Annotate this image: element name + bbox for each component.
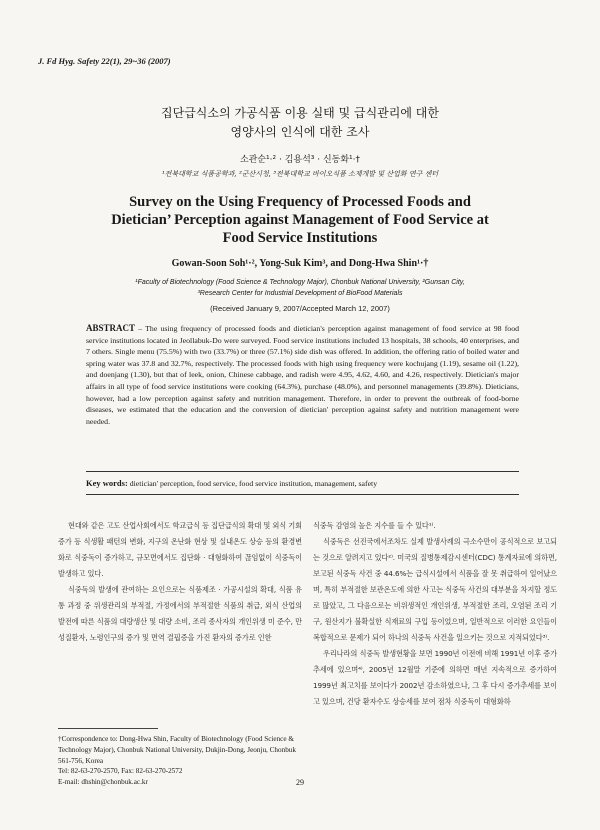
- english-title-line-1: Survey on the Using Frequency of Processed Foods and: [129, 194, 471, 210]
- received-dates: (Received January 9, 2007/Accepted March 12, 2007): [210, 304, 390, 313]
- journal-header: J. Fd Hyg. Safety 22(1), 29~36 (2007): [38, 56, 171, 66]
- footnote-divider: [58, 728, 158, 729]
- footnote-line: †Correspondence to: Dong-Hwa Shin, Faculty of Biotechnology (Food Science & Technology Major), Chonbuk National University, Dukjin-Dong, Jeonju, Chonbuk 561-756, Korea: [58, 735, 296, 765]
- english-title-line-2: Dietician’ Perception against Management of Food Service at: [111, 212, 489, 228]
- english-authors: Gowan-Soon Soh¹·², Yong-Suk Kim³, and Dong-Hwa Shin¹·†: [171, 258, 429, 269]
- footnote-line: Tel: 82-63-270-2570, Fax: 82-63-270-2572: [58, 767, 183, 776]
- korean-authors: 소관순¹·² · 김용석³ · 신동화¹·†: [239, 155, 361, 165]
- abstract: [86, 323, 519, 427]
- korean-title: [0, 104, 600, 142]
- affiliation-line-2: ³Research Center for Industrial Development of BioFood Materials: [197, 290, 403, 297]
- paragraph: 식중독 감염의 높은 지수를 들 수 있다¹⁾.: [313, 521, 436, 530]
- korean-title-line-1: 집단급식소의 가공식품 이용 실태 및 급식관리에 대한: [161, 106, 439, 120]
- affiliation-line-1: ¹Faculty of Biotechnology (Food Science & Technology Major), Chonbuk National University, ²Gunsan City,: [135, 279, 465, 286]
- paragraph: 식중독의 발생에 관여하는 요인으로는 식품제조 · 가공시설의 확대, 식품 유통 과정 중 위생관리의 부적절, 가정에서의 부적절한 식품의 취급, 외식 산업의 발전에 따른 식품의 대량생산 및 대량 소비, 조리 종사자의 개인위생 미 준수, 만성질환자, 노령인구의 증가 및 면역 결핍증을 가진 환자의 증가로 인한: [58, 585, 302, 642]
- english-title: [40, 193, 560, 247]
- footnote-email: E-mail: dhshin@chonbuk.ac.kr: [58, 778, 148, 787]
- abstract-divider: [86, 471, 519, 472]
- page-number: 29: [296, 778, 304, 787]
- korean-affiliations: ¹전북대학교 식품공학과, ²군산시청, ³전북대학교 바이오식품 소재개발 및 산업화 연구 센터: [161, 170, 439, 178]
- keywords-label: Key words:: [86, 478, 128, 488]
- keywords-text: dietician' perception, food service, food service institution, management, safety: [127, 479, 378, 488]
- english-affiliations: [40, 277, 560, 299]
- body-column-right: [313, 518, 557, 710]
- korean-title-line-2: 영양사의 인식에 대한 조사: [230, 125, 370, 139]
- paragraph: 식중독은 선진국에서조차도 실제 발생사례의 극소수만이 공식적으로 보고되는 것으로 알려지고 있다²⁾. 미국의 질병통제감시센터(CDC) 통계자료에 의하면, 보고된 식중독 사건 중 44.6%는 급식시설에서 식품을 잘 못 취급하여 일어났으며, 특히 부적절한 보관온도에 의한 사고는 식중독 사건의 대부분을 차지할 정도로 많았고, 그 다음으로는 비위생적인 개인위생, 부적절한 조리, 오염된 조리 기구, 원산지가 불확실한 식재료의 구입 등이었으며, 일반적으로 이러한 요인들이 복합적으로 문제가 되어 하나의 식중독 사건을 일으키는 것으로 지적되었다³⁾.: [313, 537, 557, 642]
- abstract-label: ABSTRACT: [86, 323, 136, 333]
- abstract-text: – The using frequency of processed foods and dietician's perception against management of food service at 98 food service institutions located in Jeollabuk-Do were surveyed. Food service institutions included 13 hospitals, 38 schools, 40 enterprises, and 7 others. Single menu (75.5%) with two (33.7%) or three (57.1%) side dish was offered. In addition, the offering ratio of boiled water and spring water was 37.8 and 32.7%, respectively. The processed foods with high using frequency were kochujang (1.19), sesame oil (1.22), and doenjang (1.30), but that of leek, onion, Chinese cabbage, and radish were 4.95, 4.62, 4.60, and 4.26, respectively. Dietician's major affairs in all type of food service institutions were cooking (64.3%), purchase (48.0%), and personnel managements (39.8%). Dieticians, however, had a low perception against safety and nutrition management. Therefore, in order to prevent the outbreak of food-borne diseases, we estimated that the education and the conversion of dietician' perception against safety and nutrition management were needed.: [86, 324, 519, 426]
- body-column-left: [58, 518, 302, 646]
- keywords: [86, 478, 519, 488]
- paragraph: 우리나라의 식중독 발생현황을 보면 1990년 이전에 비해 1991년 이후 증가 추세에 있으며⁴⁾, 2005년 12월말 기준에 의하면 매년 지속적으로 증가하여 1999년 최고치를 보이다가 2002년 감소하였으나, 그 후 다시 증가추세를 보이고 있으며, 건당 환자수도 상승세를 보여 점차 식중독이 대형화하: [313, 649, 557, 706]
- english-title-line-3: Food Service Institutions: [222, 230, 378, 246]
- keywords-divider: [86, 494, 519, 495]
- paragraph: 현대와 같은 고도 산업사회에서도 학교급식 등 집단급식의 확대 및 외식 기회 증가 등 식생활 패턴의 변화, 지구의 온난화 현상 및 실내온도 상승 등의 환경변화로 식중독이 증가하고, 규모면에서도 집단화 · 대형화하여 끊임없이 식중독이 발생하고 있다.: [58, 521, 302, 578]
